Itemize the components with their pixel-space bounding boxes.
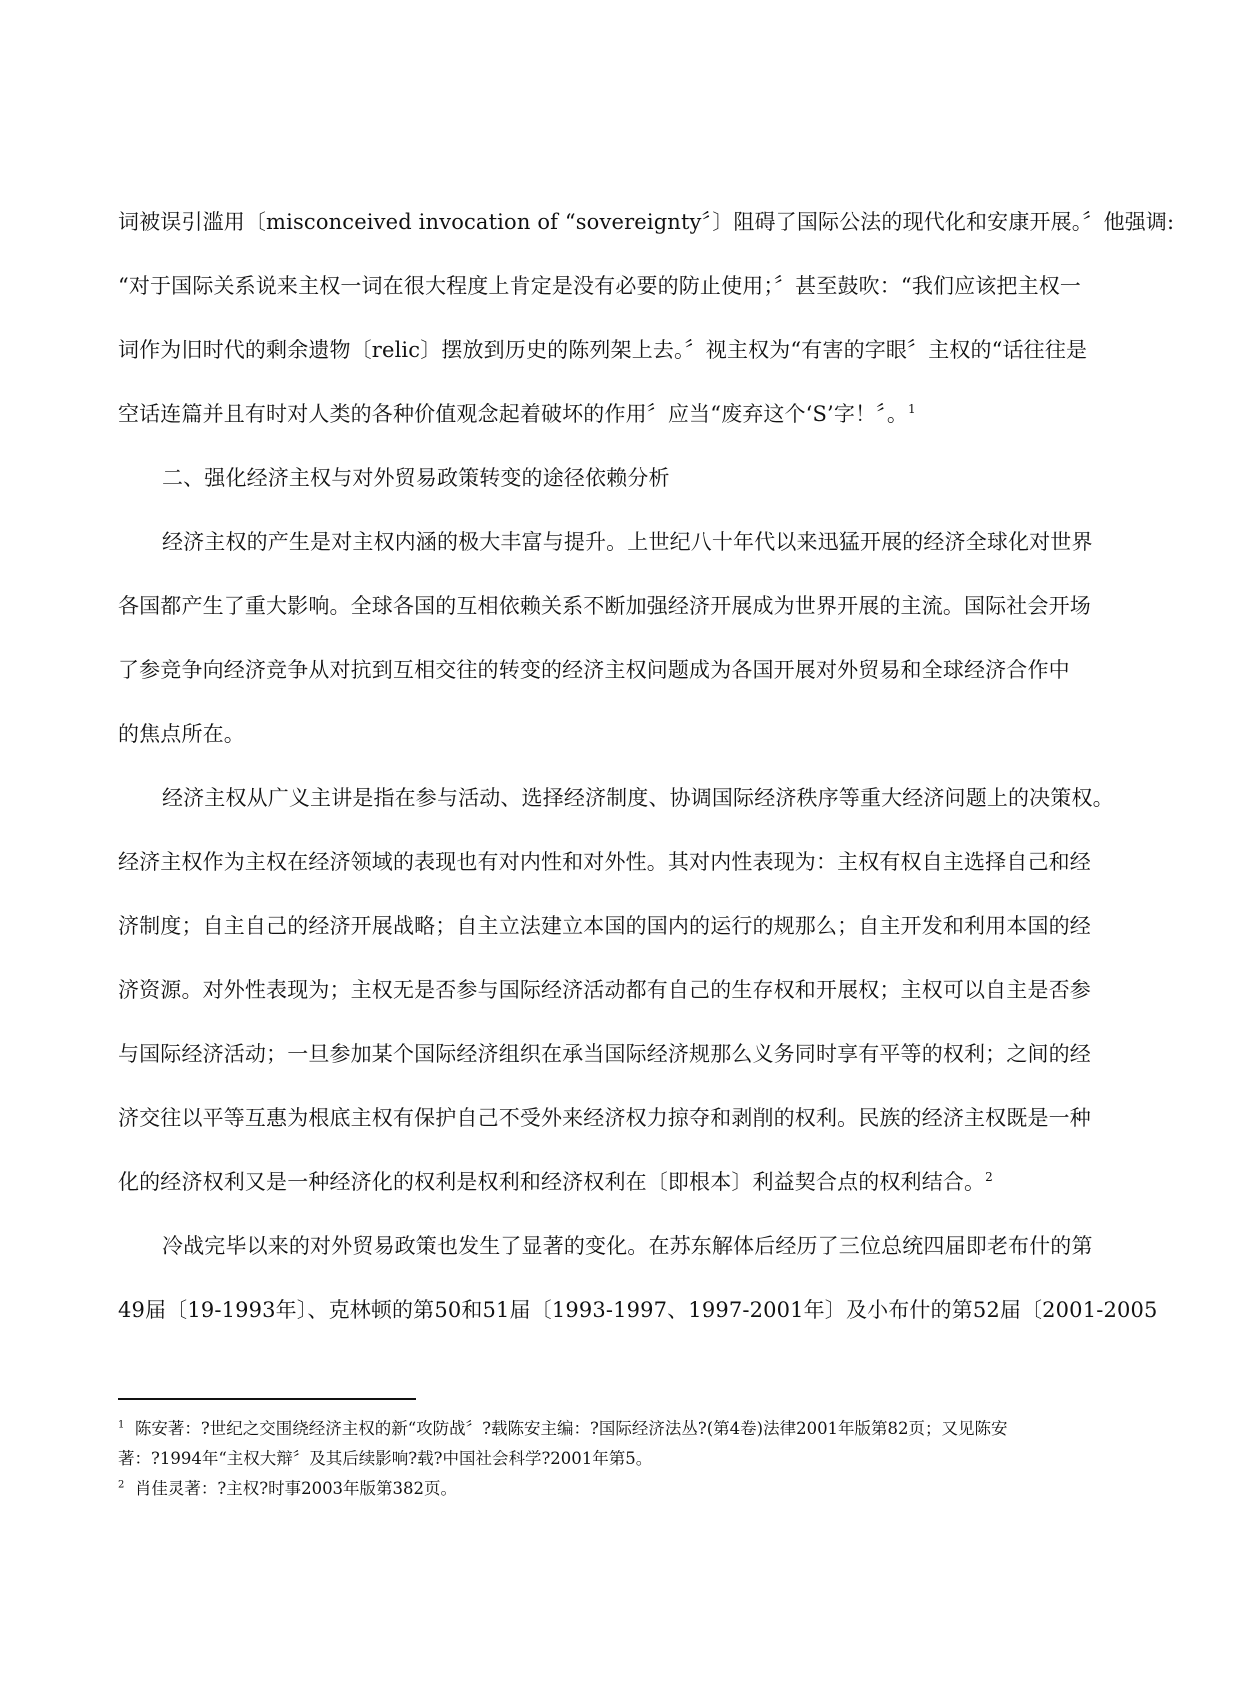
footnote-ref: 2 xyxy=(985,1170,993,1184)
body-line: 经济主权的产生是对主权内涵的极大丰富与提升。上世纪八十年代以来迅猛开展的经济全球化对世界 xyxy=(162,530,1093,554)
body-line: “对于国际关系说来主权一词在很大程度上肯定是没有必要的防止使用；〞甚至鼓吹：“我们应该把主权一 xyxy=(118,274,1082,298)
footnote-number: 2 xyxy=(118,1479,125,1491)
body-line: 经济主权作为主权在经济领域的表现也有对内性和对外性。其对内性表现为：主权有权自主选择自己和经 xyxy=(118,850,1091,874)
body-line: 济制度；自主自己的经济开展战略；自主立法建立本国的国内的运行的规那么；自主开发和利用本国的经 xyxy=(118,914,1091,938)
body-line: 词作为旧时代的剩余遗物〔relic〕摆放到历史的陈列架上去。〞视主权为“有害的字眼〞主权的“话往往是 xyxy=(118,338,1088,362)
footnote: $^1$ 陈安著：?世纪之交围绕经济主权的新“攻防战〞?载陈安主编：?国际经济法丛?(第4卷)法律2001年版第82页；又见陈安 xyxy=(118,1419,1008,1438)
body-line: 各国都产生了重大影响。全球各国的互相依赖关系不断加强经济开展成为世界开展的主流。国际社会开场 xyxy=(118,594,1091,618)
body-line: 空话连篇并且有时对人类的各种价值观念起着破坏的作用〞应当“废弃这个‘S’字！〞。$^1$ xyxy=(118,402,916,426)
body-line: 了参竞争向经济竞争从对抗到互相交往的转变的经济主权问题成为各国开展对外贸易和全球经济合作中 xyxy=(118,658,1070,682)
footnote-ref: 1 xyxy=(907,402,916,416)
body-line: 词被误引滥用〔misconceived invocation of “sovereignty〞〕阻碍了国际公法的现代化和安康开展。〞他强调: xyxy=(118,210,1175,234)
body-line: 与国际经济活动；一旦参加某个国际经济组织在承当国际经济规那么义务同时享有平等的权利；之间的经 xyxy=(118,1042,1091,1066)
body-line: 化的经济权利又是一种经济化的权利是权利和经济权利在〔即根本〕利益契合点的权利结合。$^2$ xyxy=(118,1170,993,1194)
body-line: 经济主权从广义主讲是指在参与活动、选择经济制度、协调国际经济秩序等重大经济问题上的决策权。 xyxy=(162,786,1114,810)
document-body xyxy=(118,190,1175,1342)
footnote: $^2$ 肖佳灵著：?主权?时事2003年版第382页。 xyxy=(118,1479,458,1498)
body-line: 49届〔19-1993年〕、克林顿的第50和51届〔1993-1997、1997-2001年〕及小布什的第52届〔2001-2005 xyxy=(118,1298,1158,1322)
footnote-continuation: 著：?1994年“主权大辩〞及其后续影响?载?中国社会科学?2001年第5。 xyxy=(118,1449,653,1468)
footnotes xyxy=(118,1414,1122,1504)
body-line: 的焦点所在。 xyxy=(118,722,245,746)
footnote-number: 1 xyxy=(118,1419,125,1431)
body-line: 济资源。对外性表现为；主权无是否参与国际经济活动都有自己的生存权和开展权；主权可以自主是否参 xyxy=(118,978,1091,1002)
body-line: 冷战完毕以来的对外贸易政策也发生了显著的变化。在苏东解体后经历了三位总统四届即老布什的第 xyxy=(162,1234,1093,1258)
body-line: 济交往以平等互惠为根底主权有保护自己不受外来经济权力掠夺和剥削的权利。民族的经济主权既是一种 xyxy=(118,1106,1091,1130)
footnote-separator xyxy=(118,1398,416,1400)
section-heading: 二、强化经济主权与对外贸易政策转变的途径依赖分析 xyxy=(162,466,670,490)
